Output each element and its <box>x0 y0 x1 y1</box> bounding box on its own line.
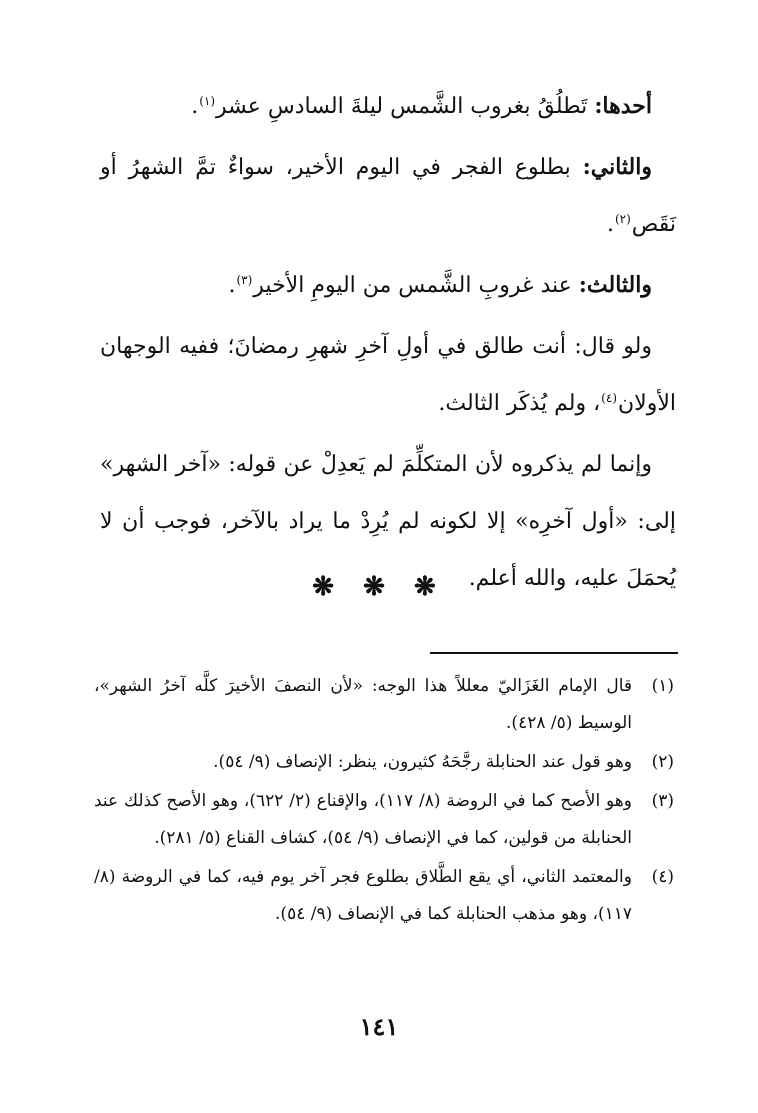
paragraph-4-text: ولو قال: أنت طالق في أولِ آخرِ شهرِ رمضانَ؛ ففيه الوجهان الأولان <box>100 334 676 416</box>
footnote-4 <box>94 859 674 933</box>
paragraph-3-text: عند غروبِ الشَّمس من اليومِ الأخير <box>253 273 572 298</box>
paragraph-5-text: وإنما لم يذكروه لأن المتكلِّمَ لم يَعدِلْ عن قوله: «آخر الشهر» إلى: «أول آخرِه» إلا لكونه لم يُرِدْ ما يراد بالآخر، فوجب أن لا يُحمَلَ عليه، والله أعلم. <box>100 452 676 591</box>
footnote-1 <box>94 668 674 742</box>
paragraph-3-lead: والثالث: <box>578 272 652 298</box>
footnote-4-number: (٤) <box>651 867 674 887</box>
paragraph-2-lead: والثاني: <box>582 154 652 180</box>
footnote-ref-2[interactable]: (٢) <box>614 211 631 226</box>
footnote-2 <box>94 744 674 781</box>
footnote-2-number: (٢) <box>651 752 674 772</box>
footnote-3-number: (٣) <box>651 791 674 811</box>
paragraph-3-end: . <box>228 273 236 298</box>
paragraph-4-end: ، ولم يُذكَر الثالث. <box>438 391 601 416</box>
footnote-1-number: (١) <box>651 676 674 696</box>
paragraph-2 <box>100 139 676 253</box>
paragraph-1-text: تَطلُقُ بغروب الشَّمس ليلةَ السادسِ عشر <box>216 94 588 119</box>
section-separator: ❋ ❋ ❋ <box>312 572 446 602</box>
paragraph-2-end: . <box>606 212 614 237</box>
footnote-1-text: قال الإمام الغَزَاليّ معللاً هذا الوجه: «لأن النصفَ الأخيرَ كلَّه آخرُ الشهر»، الوسيط (٥/ ٤٢٨). <box>94 676 632 733</box>
paragraph-2-text: بطلوع الفجر في اليوم الأخير، سواءٌ تمَّ الشهرُ أو نَقَص <box>100 155 676 237</box>
footnote-3-text: وهو الأصح كما في الروضة (٨/ ١١٧)، والإقناع (٢/ ٦٢٢)، وهو الأصح كذلك عند الحنابلة من قولين، كما في الإنصاف (٩/ ٥٤)، كشاف القناع (٥/ ٢٨١). <box>94 791 632 848</box>
page-number: ١٤١ <box>359 1012 399 1041</box>
footnote-ref-1[interactable]: (١) <box>199 93 216 108</box>
footnote-4-text: والمعتمد الثاني، أي يقع الطَّلاق بطلوع فجر آخر يوم فيه، كما في الروضة (٨/ ١١٧)، وهو مذهب الحنابلة كما في الإنصاف (٩/ ٥٤). <box>94 867 632 924</box>
paragraph-3 <box>100 257 676 314</box>
paragraph-1 <box>100 78 676 135</box>
main-text <box>100 78 676 611</box>
paragraph-1-end: . <box>191 94 199 119</box>
footnote-3 <box>94 783 674 857</box>
paragraph-4 <box>100 318 676 432</box>
footnote-divider <box>430 652 678 654</box>
paragraph-1-lead: أحدها: <box>594 93 652 119</box>
footnotes <box>94 668 674 935</box>
footnote-ref-4[interactable]: (٤) <box>601 390 617 405</box>
footnote-ref-3[interactable]: (٣) <box>236 272 253 287</box>
footnote-2-text: وهو قول عند الحنابلة رجَّحَهُ كثيرون، ينظر: الإنصاف (٩/ ٥٤). <box>213 752 632 772</box>
